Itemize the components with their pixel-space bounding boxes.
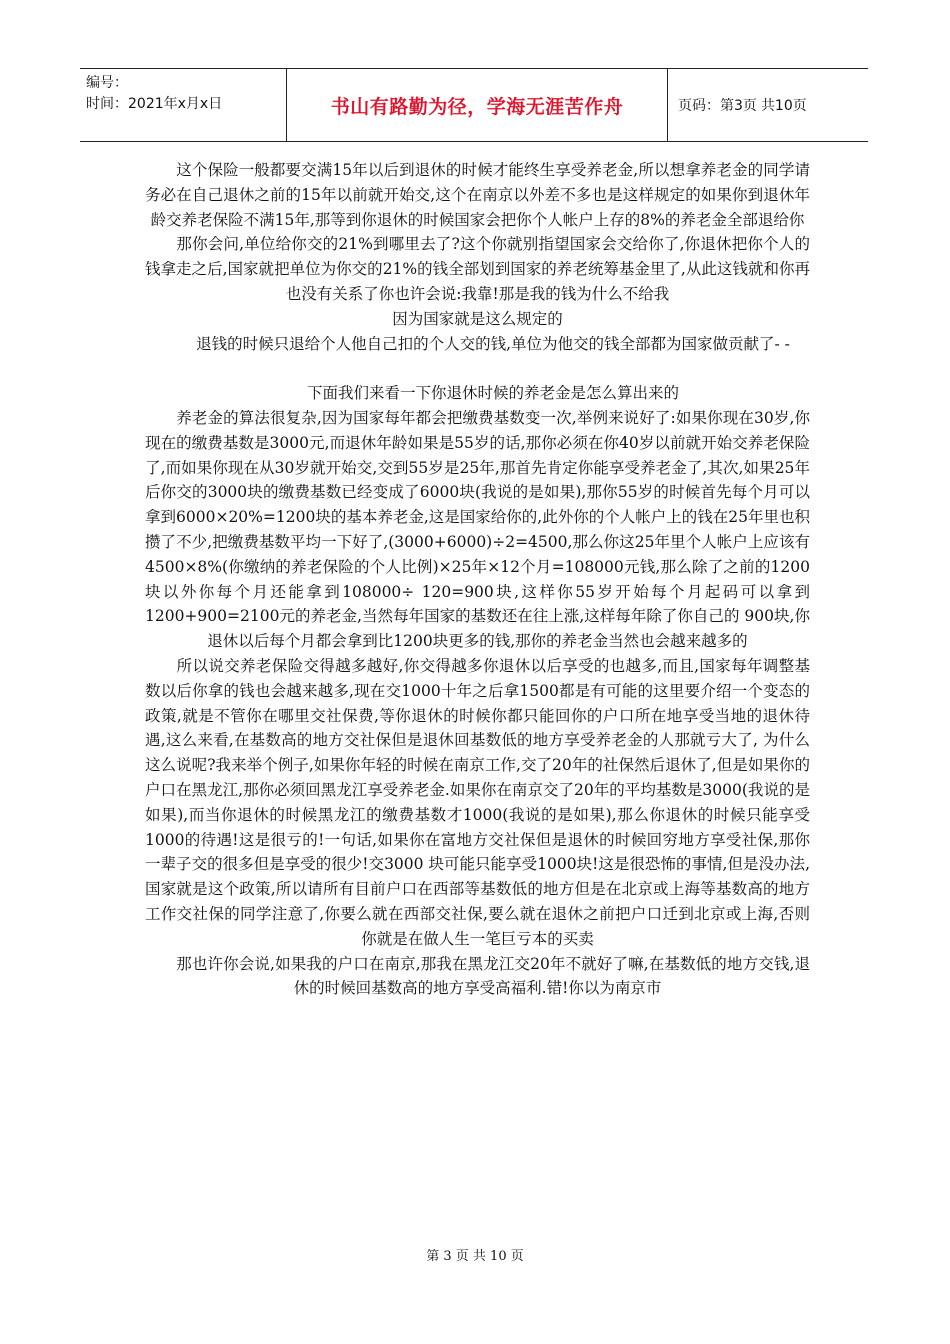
header-meta	[86, 73, 222, 115]
header-motto: 书山有路勤为径，学海无涯苦作舟	[286, 69, 668, 141]
page-header	[80, 68, 868, 142]
body-paragraph: 那也许你会说,如果我的户口在南京,那我在黑龙江交20年不就好了嘛,在基数低的地方交钱,退休的时候回基数高的地方享受高福利.错!你以为南京市	[145, 954, 810, 998]
document-body	[145, 158, 810, 1001]
body-paragraph: 那你会问,单位给你交的21%到哪里去了?这个你就别指望国家会交给你了,你退休把你个人的钱拿走之后,国家就把单位为你交的21%的钱全部划到国家的养老统筹基金里了,从此这钱就和你再也没有关系了你也许会说:我靠!那是我的钱为什么不给我	[145, 235, 810, 303]
page-total-label: 共10页	[760, 98, 807, 114]
body-paragraph: 退钱的时候只退给个人他自己扣的个人交的钱,单位为他交的钱全部都为国家做贡献了- -	[165, 334, 790, 353]
body-paragraph: 所以说交养老保险交得越多越好,你交得越多你退休以后享受的也越多,而且,国家每年调整基数以后你拿的钱也会越来越多,现在交1000十年之后拿1500都是有可能的这里要介绍一个变态的政策,就是不管你在哪里交社保费,等你退休的时候你都只能回你的户口所在地享受当地的退休待遇,这么来看,在基数高的地方交社保但是退休回基数低的地方享受养老金的人那就亏大了, 为什么这么说呢?我来举个例子,如果你年轻的时候在南京工作,交了20年的社保然后退休了,但是如果你的户口在黑龙江,那你必须回黑龙江享受养老金.如果你在南京交了20年的平均基数是3000(我说的是如果),而当你退休的时候黑龙江的缴费基数才1000(我说的是如果),那么你退休的时候只能享受 1000的待遇!这是很亏的!一句话,如果你在富地方交社保但是退休的时候回穷地方享受社保,那你一辈子交的很多但是享受的很少!交3000 块可能只能享受1000块!这是很恐怖的事情,但是没办法,国家就是这个政策,所以请所有目前户口在西部等基数低的地方但是在北京或上海等基数高的地方工作交社保的同学注意了,你要么就在西部交社保,要么就在退休之前把户口迁到北京或上海,否则你就是在做人生一笔巨亏本的买卖	[145, 656, 810, 948]
page-footer: 第 3 页 共 10 页	[426, 1249, 524, 1264]
body-paragraph: 这个保险一般都要交满15年以后到退休的时候才能终生享受养老金,所以想拿养老金的同学请务必在自己退休之前的15年以前就开始交,这个在南京以外差不多也是这样规定的如果你到退休年龄交养老保险不满15年,那等到你退休的时候国家会把你个人帐户上存的8%的养老金全部退给你	[145, 161, 810, 229]
document-number-label: 编号：	[86, 75, 128, 91]
body-paragraph: 养老金的算法很复杂,因为国家每年都会把缴费基数变一次,举例来说好了:如果你现在30岁,你现在的缴费基数是3000元,而退休年龄如果是55岁的话,那你必须在你40岁以前就开始交养老保险了,而如果你现在从30岁就开始交,交到55岁是25年,那首先肯定你能享受养老金了,其次,如果25年后你交的3000块的缴费基数已经变成了6000块(我说的是如果),那你55岁的时候首先每个月可以拿到6000×20%=1200块的基本养老金,这是国家给你的,此外你的个人帐户上的钱在25年里也积攒了不少,把缴费基数平均一下好了,(3000+6000)÷2=4500,那么你这25年里个人帐户上应该有4500×8%(你缴纳的养老保险的个人比例)×25年×12个月=108000元钱,那么除了之前的1200块以外你每个月还能拿到108000÷ 120=900块,这样你55岁开始每个月起码可以拿到1200+900=2100元的养老金,当然每年国家的基数还在往上涨,这样每年除了你自己的 900块,你退休以后每个月都会拿到比1200块更多的钱,那你的养老金当然也会越来越多的	[145, 408, 810, 651]
page-number-label: 页码：第3页	[678, 98, 757, 114]
paragraph-spacer	[145, 356, 810, 381]
section-heading: 下面我们来看一下你退休时候的养老金是怎么算出来的	[275, 384, 679, 403]
header-page-info	[678, 69, 811, 141]
document-time-label: 时间：2021年x月x日	[86, 96, 223, 112]
body-paragraph: 因为国家就是这么规定的	[392, 309, 563, 328]
